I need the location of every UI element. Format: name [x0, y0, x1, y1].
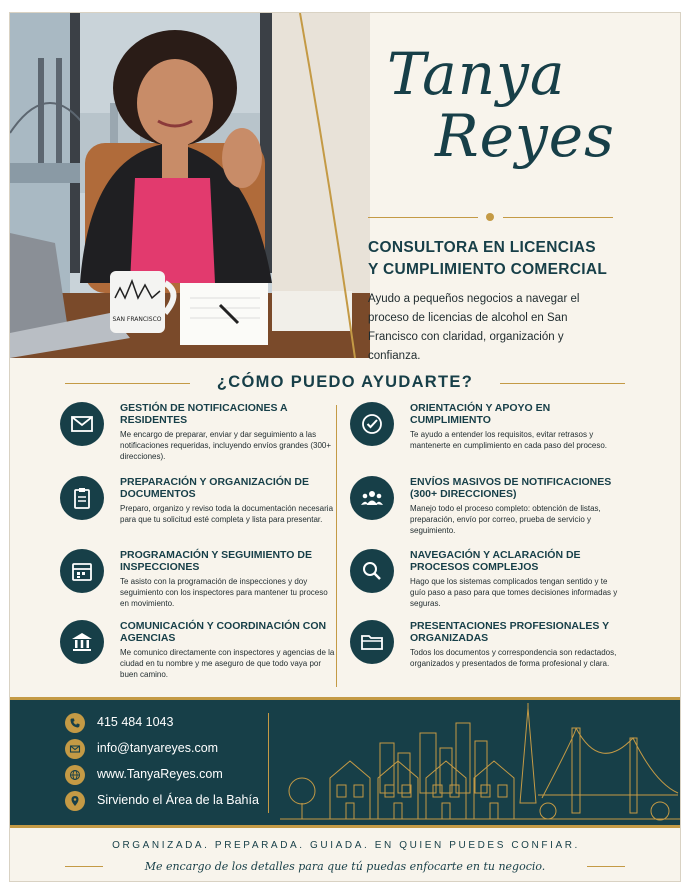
first-name: Tanya [387, 40, 566, 108]
services-heading: ¿CÓMO PUEDO AYUDARTE? [65, 373, 625, 395]
government-building-icon [60, 620, 104, 664]
service-title: GESTIÓN DE NOTIFICACIONES A RESIDENTES [120, 402, 288, 426]
folder-icon [350, 620, 394, 664]
service-item [350, 620, 625, 690]
last-name: Reyes [435, 102, 615, 170]
service-description: Preparo, organizo y reviso toda la documentación necesaria para que tu solicitud esté completa y lista para presentar. [120, 504, 334, 524]
people-group-icon [350, 476, 394, 520]
service-title: ENVÍOS MASIVOS DE NOTIFICACIONES (300+ DIRECCIONES) [410, 476, 612, 500]
envelope-icon [60, 402, 104, 446]
service-title: PREPARACIÓN Y ORGANIZACIÓN DE DOCUMENTOS [120, 476, 310, 500]
service-item [60, 549, 335, 619]
services-column-divider [336, 405, 337, 687]
name-heading [365, 40, 665, 170]
contact-phone[interactable] [65, 713, 275, 733]
portrait-photo [10, 13, 370, 358]
service-description: Me encargo de preparar, enviar y dar seguimiento a las notificaciones requeridas, incluyendo envíos grandes (300+ direcciones). [120, 430, 332, 461]
service-title: ORIENTACIÓN Y APOYO EN CUMPLIMIENTO [410, 402, 551, 426]
map-pin-icon [65, 791, 85, 811]
service-item [350, 476, 625, 546]
service-item [60, 402, 335, 472]
email-address: info@tanyareyes.com [97, 741, 219, 755]
intro-text: Ayudo a pequeños negocios a navegar el proceso de licencias de alcohol en San Francisco con claridad, organización y confianza. [368, 293, 580, 362]
band-bottom-rule [10, 825, 681, 828]
envelope-icon [65, 739, 85, 759]
service-description: Todos los documentos y correspondencia son redactados, organizados y presentados de forma profesional y clara. [410, 648, 617, 668]
san-francisco-skyline-illustration [280, 703, 680, 823]
phone-icon [65, 713, 85, 733]
globe-icon [65, 765, 85, 785]
service-item [350, 549, 625, 619]
professional-title: CONSULTORA EN LICENCIAS Y CUMPLIMIENTO COMERCIAL [368, 239, 608, 278]
magnifier-icon [350, 549, 394, 593]
service-description: Manejo todo el proceso completo: obtención de listas, preparación, envío por correo, prueba de servicio y seguimiento. [410, 504, 601, 535]
service-title: PROGRAMACIÓN Y SEGUIMIENTO DE INSPECCIONES [120, 549, 312, 573]
service-description: Te asisto con la programación de inspecciones y doy seguimiento con los inspectores para mantener tu proceso en movimiento. [120, 577, 328, 608]
service-item [60, 620, 335, 690]
footer-tagline: ORGANIZADA. PREPARADA. GUIADA. EN QUIEN PUEDES CONFIAR. [112, 840, 580, 851]
clipboard-icon [60, 476, 104, 520]
mug-label: SAN FRANCISCO [112, 316, 162, 323]
contact-service-area [65, 791, 275, 811]
flyer [9, 12, 681, 882]
service-item [60, 476, 335, 546]
service-description: Te ayudo a entender los requisitos, evitar retrasos y mantenerte en cumplimiento en cada paso del proceso. [410, 430, 608, 450]
website-url: www.TanyaReyes.com [97, 767, 223, 781]
service-description: Hago que los sistemas complicados tengan sentido y te guío paso a paso para que tomes decisiones informadas y seguras. [410, 577, 618, 608]
check-circle-icon [350, 402, 394, 446]
phone-number: 415 484 1043 [97, 715, 174, 729]
band-separator [268, 713, 269, 813]
service-area: Sirviendo el Área de la Bahía [97, 793, 259, 807]
service-title: COMUNICACIÓN Y COORDINACIÓN CON AGENCIAS [120, 620, 327, 644]
service-item [350, 402, 625, 472]
service-title: PRESENTACIONES PROFESIONALES Y ORGANIZADAS [410, 620, 609, 644]
service-description: Me comunico directamente con inspectores y agencias de la ciudad en tu nombre y me aseguro de que todo vaya por buen camino. [120, 648, 335, 679]
service-title: NAVEGACIÓN Y ACLARACIÓN DE PROCESOS COMPLEJOS [410, 549, 581, 573]
contact-website[interactable] [65, 765, 275, 785]
name-divider [368, 213, 613, 223]
contact-email[interactable] [65, 739, 275, 759]
calendar-icon [60, 549, 104, 593]
footer-closing: Me encargo de los detalles para que tú puedas enfocarte en tu negocio. [65, 857, 625, 875]
